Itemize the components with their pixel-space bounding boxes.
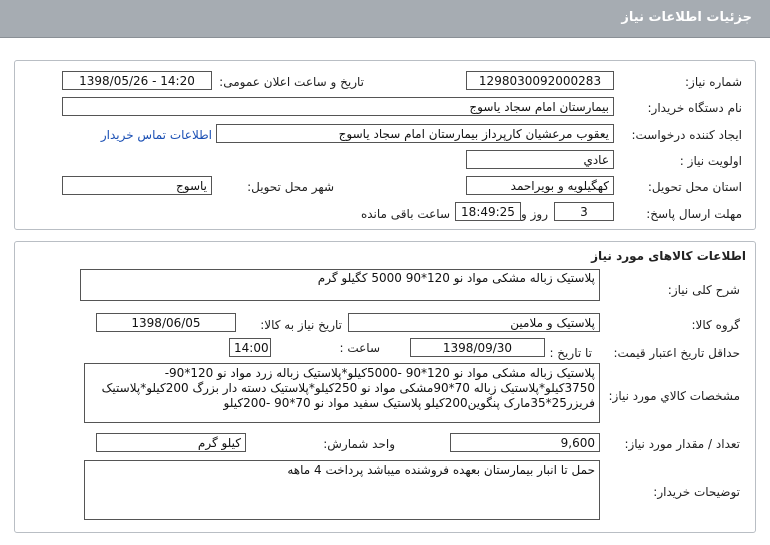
announce-datetime-label: تاریخ و ساعت اعلان عمومی: <box>219 75 364 89</box>
goods-group-field: پلاستیک و ملامین <box>348 313 600 332</box>
quantity-field: 9,600 <box>450 433 600 452</box>
goods-section-title: اطلاعات کالاهای مورد نیاز <box>591 249 746 263</box>
announce-datetime-field: 1398/05/26 - 14:20 <box>62 71 212 90</box>
priority-label: اولویت نیاز : <box>679 154 742 168</box>
deadline-label: مهلت ارسال پاسخ: <box>646 207 742 221</box>
specs-label: مشخصات کالاي مورد نياز: <box>608 389 740 403</box>
validity-hour-field: 14:00 <box>229 338 271 357</box>
deadline-days-field: 3 <box>554 202 614 221</box>
deadline-time-field: 18:49:25 <box>455 202 521 221</box>
general-desc-field: پلاستیک زباله مشکی مواد نو 120*90 5000 کگیلو گرم <box>80 269 600 301</box>
quantity-label: تعداد / مقدار مورد نیاز: <box>624 437 740 451</box>
buyer-notes-field: حمل تا انبار بیمارستان بعهده فروشنده میباشد پرداخت 4 ماهه <box>84 460 600 520</box>
unit-label: واحد شمارش: <box>323 437 395 451</box>
need-number-label: شماره نیاز: <box>685 75 742 89</box>
goods-group-label: گروه کالا: <box>691 318 740 332</box>
hour-label: ساعت : <box>339 341 380 355</box>
need-date-field: 1398/06/05 <box>96 313 236 332</box>
buyer-notes-label: توضیحات خریدار: <box>653 485 740 499</box>
page-header <box>0 0 770 38</box>
to-date-label: تا تاریخ : <box>549 346 592 360</box>
time-remaining-label: ساعت باقی مانده <box>360 207 450 221</box>
buyer-org-field: بیمارستان امام سجاد یاسوج <box>62 97 614 116</box>
delivery-city-label: شهر محل تحویل: <box>247 180 334 194</box>
general-desc-label: شرح کلی نیاز: <box>667 283 740 297</box>
delivery-province-field: کهگیلویه و بویراحمد <box>466 176 614 195</box>
buyer-org-label: نام دستگاه خریدار: <box>647 101 742 115</box>
requester-field: یعقوب مرعشیان کارپرداز بیمارستان امام سجاد یاسوج <box>216 124 614 143</box>
requester-label: ایجاد کننده درخواست: <box>631 128 742 142</box>
min-price-validity-label: حداقل تاریخ اعتبار قیمت: <box>613 346 740 360</box>
need-date-label: تاریخ نیاز به کالا: <box>260 318 342 332</box>
delivery-province-label: استان محل تحویل: <box>647 180 742 194</box>
need-number-field: 1298030092000283 <box>466 71 614 90</box>
specs-field: پلاستیک زباله مشکی مواد نو 120*90 -5000کیلو*پلاستیک زباله زرد مواد نو 120*90-3750کیلو*پلاستیک زباله 70*90مشکی مواد نو 250کیلو*پلاستیک دسته دار بزرگ 200کیلو*پلاستیک فریزر25*35مارک پنگوین200کیلو پلاستیک سفید مواد نو 70*90 -200کیلو <box>84 363 600 423</box>
page-title: جزئیات اطلاعات نیاز <box>621 10 752 25</box>
delivery-city-field: یاسوج <box>62 176 212 195</box>
unit-field: کیلو گرم <box>96 433 246 452</box>
priority-field: عادي <box>466 150 614 169</box>
validity-date-field: 1398/09/30 <box>410 338 545 357</box>
day-and-label: روز و <box>521 207 548 221</box>
contact-buyer-link[interactable]: اطلاعات تماس خریدار <box>100 128 212 142</box>
